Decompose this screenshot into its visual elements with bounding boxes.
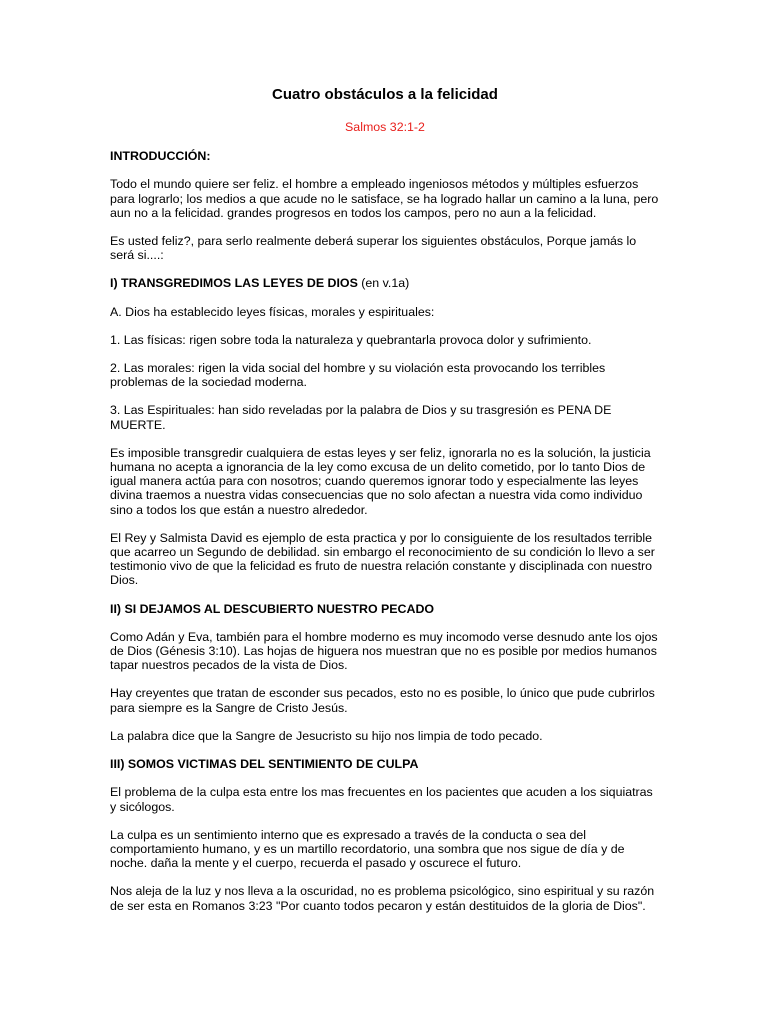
section-2-heading: II) SI DEJAMOS AL DESCUBIERTO NUESTRO PECADO xyxy=(110,601,435,616)
section-2-paragraph-3: La palabra dice que la Sangre de Jesucristo su hijo nos limpia de todo pecado. xyxy=(110,728,543,743)
section-1-heading-note: (en v.1a) xyxy=(357,276,410,291)
section-3-heading: III) SOMOS VICTIMAS DEL SENTIMIENTO DE CULPA xyxy=(110,757,419,772)
section-1-heading xyxy=(110,276,660,290)
section-3-paragraph-1: El problema de la culpa esta entre los mas frecuentes en los pacientes que acuden a los siquiatras y sicólogos. xyxy=(110,785,653,814)
section-1-heading-text: I) TRANSGREDIMOS LAS LEYES DE DIOS xyxy=(110,276,358,291)
document-page xyxy=(110,86,660,913)
document-title: Cuatro obstáculos a la felicidad xyxy=(272,86,498,103)
section-2-paragraph-2: Hay creyentes que tratan de esconder sus pecados, esto no es posible, lo único que pude cubrirlos para siempre es la Sangre de Cristo Jesús. xyxy=(110,686,655,715)
section-2-paragraph-1: Como Adán y Eva, también para el hombre moderno es muy incomodo verse desnudo ante los ojos de Dios (Génesis 3:10). Las hojas de higuera nos muestran que no es posible por medios humanos tapar nuestros pecados de la vista de Dios. xyxy=(110,629,658,673)
section-1-paragraph-2: 1. Las físicas: rigen sobre toda la naturaleza y quebrantarla provoca dolor y sufrimiento. xyxy=(110,332,592,347)
section-1-paragraph-1: A. Dios ha establecido leyes físicas, morales y espirituales: xyxy=(110,304,435,319)
section-1-paragraph-3: 2. Las morales: rigen la vida social del hombre y su violación esta provocando los terribles problemas de la sociedad moderna. xyxy=(110,361,606,390)
scripture-reference: Salmos 32:1-2 xyxy=(345,120,425,134)
section-3-paragraph-2: La culpa es un sentimiento interno que es expresado a través de la conducta o sea del comportamiento humano, y es un martillo recordatorio, una sombra que nos sigue de día y de noche. daña la mente y el cuerpo, recuerda el pasado y oscurece el futuro. xyxy=(110,827,625,871)
intro-paragraph-2: Es usted feliz?, para serlo realmente deberá superar los siguientes obstáculos, Porque jamás lo será si....: xyxy=(110,234,637,263)
intro-heading: INTRODUCCIÓN: xyxy=(110,149,211,164)
section-3-paragraph-3: Nos aleja de la luz y nos lleva a la oscuridad, no es problema psicológico, sino espiritual y su razón de ser esta en Romanos 3:23 "Por cuanto todos pecaron y están destituidos de la gloria de Dios". xyxy=(110,884,655,913)
section-1-paragraph-5: Es imposible transgredir cualquiera de estas leyes y ser feliz, ignorarla no es la solución, la justicia humana no acepta a ignorancia de la ley como excusa de un delito cometido, por lo tanto Dios de igual manera actúa para con nosotros; cuando queremos ignorar todo y especialmente las leyes divina traemos a nuestra vidas consecuencias que no solo afectan a nuestra vida como individuo sino a todos los que están a nuestro alrededor. xyxy=(110,445,651,517)
intro-paragraph-1: Todo el mundo quiere ser feliz. el hombre a empleado ingeniosos métodos y múltiples esfuerzos para lograrlo; los medios a que acude no le satisface, se ha logrado hallar un camino a la luna, pero aun no a la felicidad. grandes progresos en todos los campos, pero no aun a la felicidad. xyxy=(110,177,659,220)
section-1-paragraph-4: 3. Las Espirituales: han sido reveladas por la palabra de Dios y su trasgresión es PENA DE MUERTE. xyxy=(110,403,612,432)
section-1-paragraph-6: El Rey y Salmista David es ejemplo de esta practica y por lo consiguiente de los resultados terrible que acarreo un Segundo de debilidad. sin embargo el reconocimiento de su condición lo llevo a ser testimonio vivo de que la felicidad es fruto de nuestra relación constante y disciplinada con nuestro Dios. xyxy=(110,530,655,588)
